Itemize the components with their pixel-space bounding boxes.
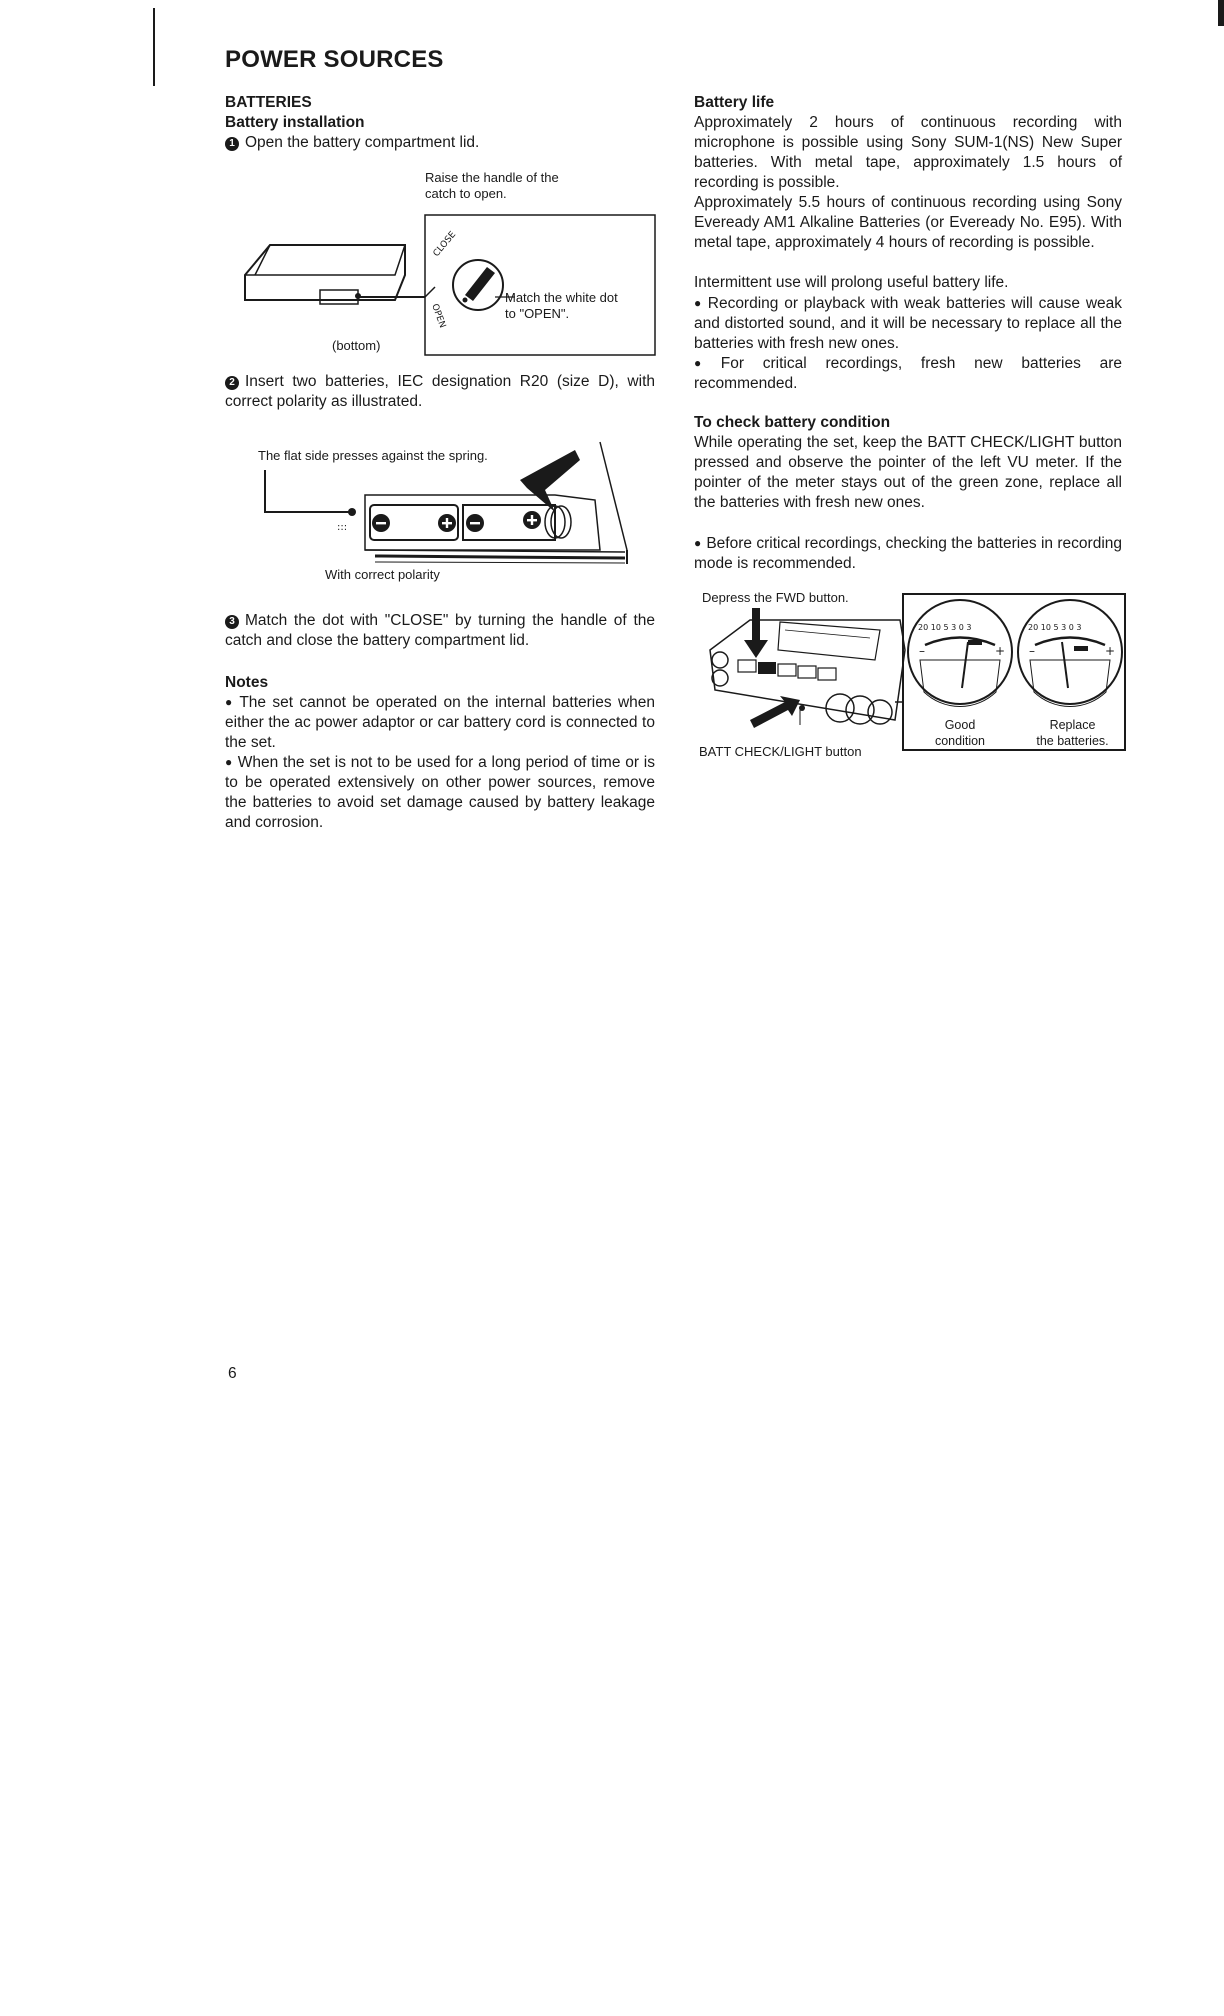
battery-life-paragraph-3: Intermittent use will prolong useful battery life. [694,274,1009,291]
svg-text:+: + [1105,644,1116,658]
fig1-caption-match-2: to "OPEN". [505,306,570,321]
step-3-text: Match the dot with "CLOSE" by turning the handle of the catch and close the battery compartment lid. [225,612,655,649]
battery-life-paragraph-2: Approximately 5.5 hours of continuous recording using Sony Eveready AM1 Alkaline Batteries (or Eveready No. E95). With metal tape, approximately 4 hours of recording is possible. [694,194,1122,251]
meter-good-label-1: Good [944,718,976,732]
svg-text:20 10 5 3 0 3: 20 10 5 3 0 3 [1028,623,1082,632]
check-battery-paragraph: While operating the set, keep the BATT CHECK/LIGHT button pressed and observe the pointer of the left VU meter. If the pointer of the meter stays out of the green zone, replace all the batteries with fresh new ones. [694,434,1122,511]
check-battery-heading: To check battery condition [694,414,891,431]
note-2: ● When the set is not to be used for a long period of time or is to be operated extensively on other power sources, remove the batteries to avoid set damage caused by battery leakage and corrosion. [225,752,655,833]
crop-mark-left [153,8,155,86]
battery-life-paragraph-1: Approximately 2 hours of continuous recording with microphone is possible using Sony SUM-1(NS) New Super batteries. With metal tape, approximately 1.5 hours of recording is possible. [694,114,1122,191]
page-title: POWER SOURCES [225,46,444,73]
step-1-text: Open the battery compartment lid. [245,134,480,151]
step-1 [225,133,655,153]
fig1-lid-catch-illustration [225,205,665,360]
step-2 [225,372,655,412]
svg-text:20 10 5 3 0 3: 20 10 5 3 0 3 [918,623,972,632]
page-number: 6 [228,1365,237,1382]
fig1-caption-bottom: (bottom) [332,338,381,353]
battery-life-bullet-1: ● Recording or playback with weak batteries will cause weak and distorted sound, and it will be necessary to replace all the batteries with fresh new ones. [694,293,1122,354]
fig1-dial-open-label: OPEN [429,302,448,330]
step-3 [225,611,655,651]
svg-text:–: – [1029,644,1035,658]
fig3-caption-fwd: Depress the FWD button. [702,590,849,605]
svg-text::::: ::: [337,522,348,533]
battery-life-bullet-2: ● For critical recordings, fresh new batteries are recommended. [694,353,1122,394]
fig1-caption-match-1: Match the white dot [505,290,618,305]
step-2-text: Insert two batteries, IEC designation R20 (size D), with correct polarity as illustrated. [225,373,655,410]
fig1-caption-raise-1: Raise the handle of the [425,170,559,185]
svg-text:+: + [995,644,1006,658]
meter-replace-label-2: the batteries. [1036,734,1109,748]
meter-good-label-2: condition [934,734,986,748]
step-1-number: 1 [225,137,239,151]
fig1-caption-raise-2: catch to open. [425,186,507,201]
notes-heading: Notes [225,674,269,691]
note-1: ● The set cannot be operated on the internal batteries when either the ac power adaptor or car battery cord is connected to the set. [225,692,655,753]
section-heading-batteries: BATTERIES [225,94,312,111]
battery-life-heading: Battery life [694,94,775,111]
subsection-heading-battery-installation: Battery installation [225,114,365,131]
fig1-dial-close-label: CLOSE [431,229,459,259]
meter-replace-label-1: Replace [1049,718,1096,732]
crop-mark-right [1218,0,1224,26]
fig2-caption-spring: The flat side presses against the spring. [258,448,488,463]
svg-text:–: – [919,644,925,658]
step-3-number: 3 [225,615,239,629]
fig2-battery-insertion-illustration [255,440,640,565]
check-battery-bullet: ● Before critical recordings, checking the batteries in recording mode is recommended. [694,533,1122,574]
fig2-caption-polarity: With correct polarity [325,567,440,582]
step-2-number: 2 [225,376,239,390]
fig3-caption-batt-check: BATT CHECK/LIGHT button [699,744,862,759]
